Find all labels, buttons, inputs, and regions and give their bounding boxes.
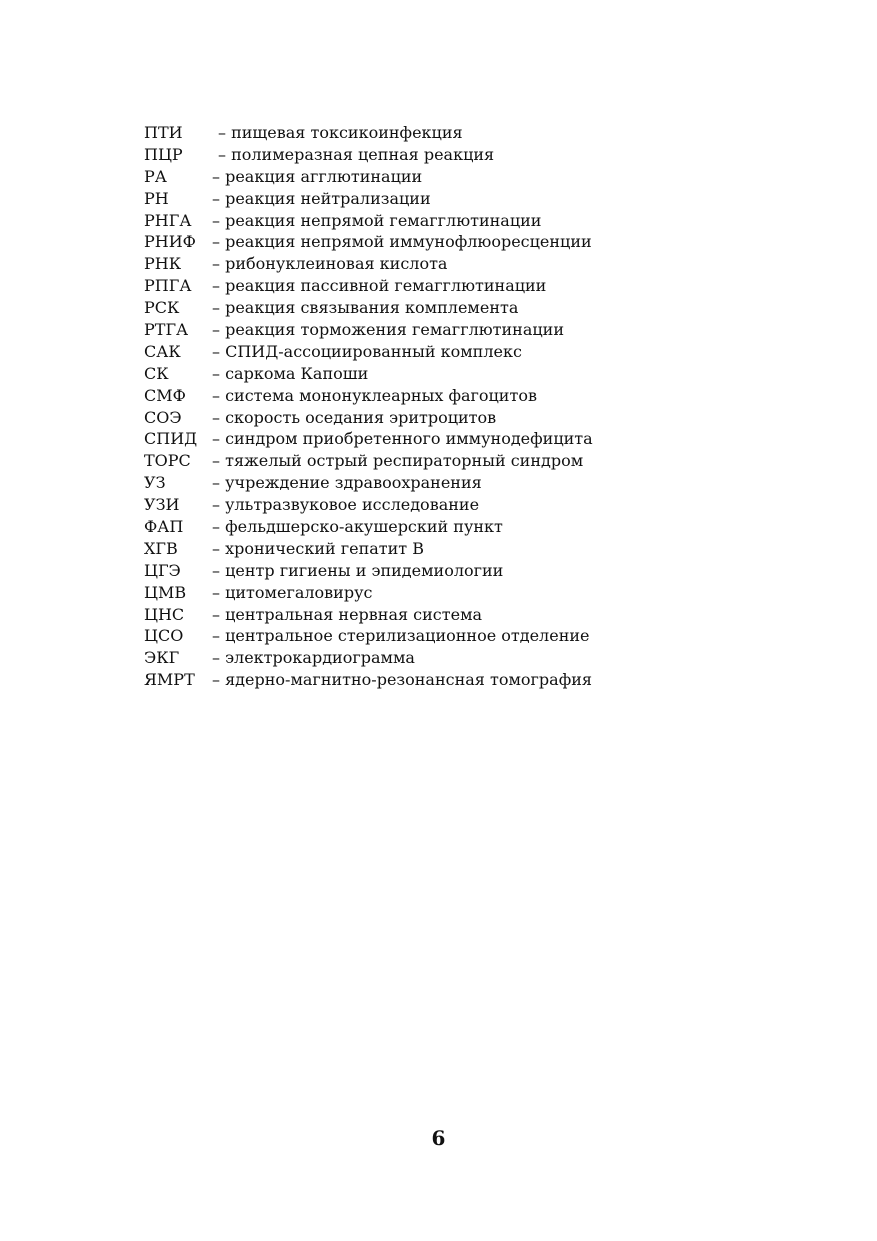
abbreviation-row: [144, 385, 764, 407]
abbreviation-row: [144, 341, 764, 363]
abbreviation-term: УЗ: [144, 473, 166, 493]
abbreviation-definition: – учреждение здравоохранения: [212, 473, 482, 493]
abbreviation-definition: – электрокардиограмма: [212, 648, 415, 668]
abbreviation-definition: – центральное стерилизационное отделение: [212, 626, 590, 646]
abbreviation-term: ПТИ: [144, 123, 183, 142]
abbreviation-term: РТГА: [144, 320, 189, 340]
abbreviation-row: [144, 363, 764, 385]
abbreviation-term: ХГВ: [144, 538, 178, 558]
abbreviation-row: [144, 538, 764, 560]
abbreviation-definition: – рибонуклеиновая кислота: [212, 254, 448, 274]
abbreviation-row: [144, 428, 764, 450]
abbreviation-definition: – СПИД-ассоциированный комплекс: [212, 341, 522, 361]
abbreviation-definition: – реакция торможения гемагглютинации: [212, 320, 564, 340]
abbreviation-row: [144, 560, 764, 582]
abbreviation-list: [144, 122, 764, 691]
abbreviation-definition: – реакция связывания комплемента: [212, 298, 519, 318]
abbreviation-term: ЦМВ: [144, 582, 187, 602]
abbreviation-row: [144, 516, 764, 538]
abbreviation-definition: – реакция непрямой гемагглютинации: [212, 210, 542, 230]
abbreviation-row: [144, 669, 764, 691]
abbreviation-term: ЦНС: [144, 604, 185, 624]
abbreviation-definition: – синдром приобретенного иммунодефицита: [212, 429, 593, 449]
abbreviation-row: [144, 231, 764, 253]
abbreviation-definition: – пищевая токсикоинфекция: [218, 123, 463, 142]
abbreviation-row: [144, 297, 764, 319]
abbreviation-definition: – реакция непрямой иммунофлюоресценции: [212, 232, 592, 252]
abbreviation-row: [144, 210, 764, 232]
abbreviation-term: РНК: [144, 254, 182, 274]
abbreviation-term: СК: [144, 363, 169, 383]
abbreviation-definition: – реакция пассивной гемагглютинации: [212, 276, 547, 296]
abbreviation-definition: – ультразвуковое исследование: [212, 495, 480, 515]
abbreviation-term: ЦСО: [144, 626, 184, 646]
abbreviation-term: ЯМРТ: [144, 670, 195, 690]
abbreviation-term: ЦГЭ: [144, 560, 181, 580]
abbreviation-term: РА: [144, 166, 167, 186]
abbreviation-row: [144, 166, 764, 188]
abbreviation-definition: – скорость оседания эритроцитов: [212, 407, 497, 427]
abbreviation-definition: – ядерно-магнитно-резонансная томография: [212, 670, 592, 690]
abbreviation-row: [144, 494, 764, 516]
abbreviation-term: САК: [144, 341, 181, 361]
abbreviation-definition: – полимеразная цепная реакция: [218, 144, 495, 164]
abbreviation-row: [144, 625, 764, 647]
abbreviation-term: РСК: [144, 298, 180, 318]
abbreviation-term: ПЦР: [144, 144, 183, 164]
abbreviation-row: [144, 604, 764, 626]
abbreviation-term: РН: [144, 188, 169, 208]
page-number: 6: [431, 1126, 446, 1150]
abbreviation-row: [144, 122, 764, 144]
abbreviation-row: [144, 188, 764, 210]
abbreviation-definition: – фельдшерско-акушерский пункт: [212, 517, 503, 537]
abbreviation-row: [144, 319, 764, 341]
abbreviation-term: РНИФ: [144, 232, 196, 252]
abbreviation-row: [144, 253, 764, 275]
abbreviation-definition: – реакция агглютинации: [212, 166, 423, 186]
abbreviation-term: СОЭ: [144, 407, 182, 427]
abbreviation-term: РНГА: [144, 210, 192, 230]
abbreviation-term: ТОРС: [144, 451, 191, 471]
abbreviation-term: ФАП: [144, 517, 184, 537]
abbreviation-row: [144, 647, 764, 669]
abbreviation-row: [144, 450, 764, 472]
abbreviation-definition: – система мононуклеарных фагоцитов: [212, 385, 537, 405]
abbreviation-definition: – саркома Капоши: [212, 363, 369, 383]
abbreviation-row: [144, 582, 764, 604]
abbreviation-definition: – хронический гепатит В: [212, 538, 424, 558]
abbreviation-row: [144, 472, 764, 494]
abbreviation-term: СМФ: [144, 385, 186, 405]
abbreviation-row: [144, 275, 764, 297]
abbreviation-row: [144, 407, 764, 429]
abbreviation-definition: – реакция нейтрализации: [212, 188, 431, 208]
abbreviation-definition: – центр гигиены и эпидемиологии: [212, 560, 504, 580]
abbreviation-term: УЗИ: [144, 495, 180, 515]
abbreviation-definition: – тяжелый острый респираторный синдром: [212, 451, 584, 471]
abbreviation-term: ЭКГ: [144, 648, 180, 668]
abbreviation-definition: – центральная нервная система: [212, 604, 483, 624]
abbreviation-definition: – цитомегаловирус: [212, 582, 373, 602]
abbreviation-term: РПГА: [144, 276, 192, 296]
abbreviation-row: [144, 144, 764, 166]
abbreviation-term: СПИД: [144, 429, 198, 449]
